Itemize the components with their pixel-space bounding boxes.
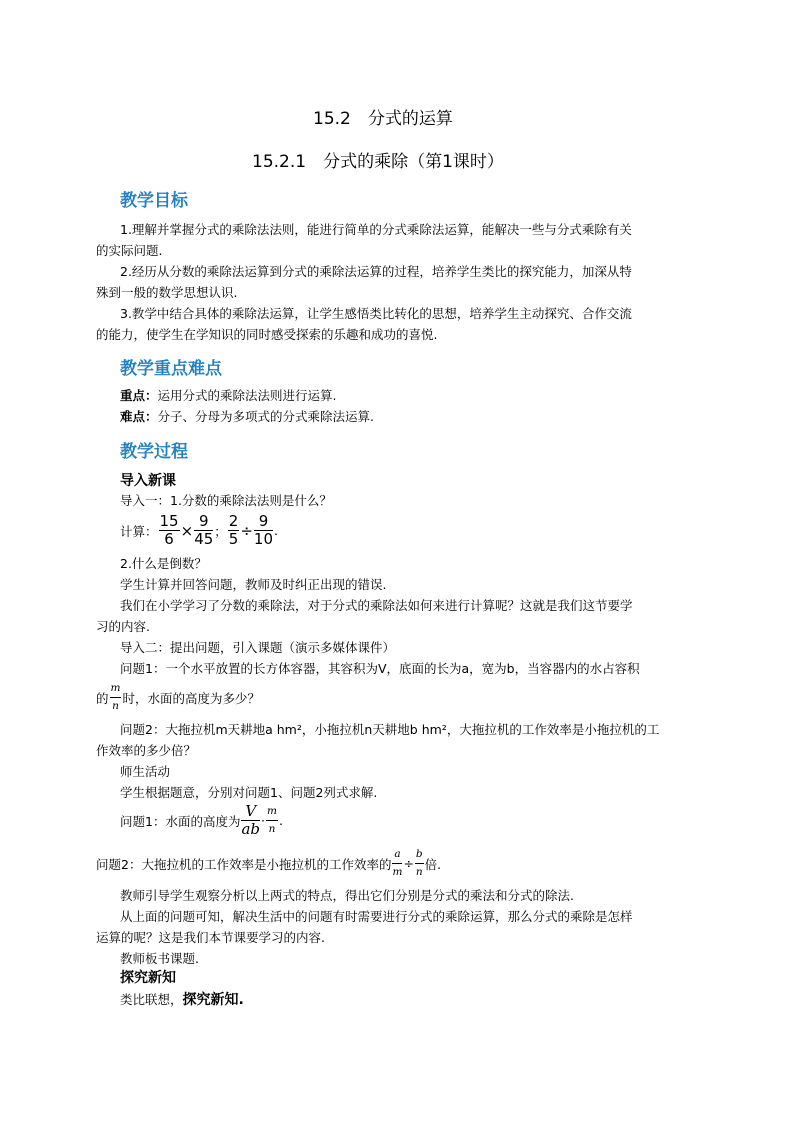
process-line: 学生计算并回答问题，教师及时纠正出现的错误. (120, 577, 387, 592)
process-line: 从上面的问题可知，解决生活中的问题有时需要进行分式的乘除运算，那么分式的乘除是怎样 (120, 909, 633, 924)
goal-line-1: 1.理解并掌握分式的乘除法法则，能进行简单的分式乘除法运算，能解决一些与分式乘除有关 (120, 222, 632, 237)
process-line: 教师引导学生观察分析以上两式的特点，得出它们分别是分式的乘法和分式的除法. (120, 888, 574, 903)
fraction: $\frac{9}{45}$ (194, 512, 214, 548)
focus-line (120, 385, 337, 406)
explore-label: 探究新知 (120, 970, 176, 986)
focus-label: 重点： (120, 388, 158, 403)
difficulty-line (120, 406, 374, 427)
fraction: $\frac{V}{ab}$ (241, 802, 261, 838)
fraction: $\frac{b}{n}$ (415, 848, 423, 878)
answer2-line: 问题2：大拖拉机的工作效率是小拖拉机的工作效率的 $\frac{a}{m}$ ÷ $\frac{b}{n}$ 倍. (96, 846, 441, 881)
fraction: $\frac{m}{n}$ (110, 682, 121, 712)
divide-sign: ÷ (403, 856, 414, 871)
activity-text: 学生根据题意，分别对问题1、问题2列式求解. (120, 785, 378, 800)
heading-goals: 教学目标 (120, 191, 188, 211)
intro1-line: 导入一：1.分数的乘除法法则是什么？ (120, 493, 332, 508)
problem1-line-2: 的 $\frac{m}{n}$ 时，水面的高度为多少？ (96, 680, 260, 715)
focus-text: 运用分式的乘除法法则进行运算. (157, 388, 337, 403)
process-line: 我们在小学学习了分数的乘除法，对于分式的乘除法如何来进行计算呢？这就是我们这节要学 (120, 598, 633, 613)
goal-line-6: 的能力，使学生在学知识的同时感受探索的乐趣和成功的喜悦. (96, 327, 438, 342)
difficulty-label: 难点： (120, 409, 158, 424)
fraction: $\frac{a}{m}$ (392, 848, 403, 878)
calc-label: 计算： (120, 523, 158, 539)
intro-label: 导入新课 (120, 473, 176, 489)
problem2-line-2: 作效率的多少倍？ (96, 743, 197, 758)
times-sign: × (180, 521, 194, 540)
problem2-line: 问题2：大拖拉机m天耕地a hm²，小拖拉机n天耕地b hm²，大拖拉机的工作效率是小拖拉机的工 (120, 722, 660, 737)
goal-line-2: 的实际问题. (96, 243, 163, 258)
difficulty-text: 分子、分母为多项式的分式乘除法运算. (157, 409, 374, 424)
heading-process: 教学过程 (120, 442, 188, 462)
dot-sign: · (261, 813, 265, 828)
intro2-line: 导入二：提出问题，引入课题（演示多媒体课件） (120, 640, 396, 655)
fraction: $\frac{2}{5}$ (228, 512, 239, 548)
separator: ； (214, 523, 227, 539)
calc-line: 计算： $\frac{15}{6}$ × $\frac{9}{45}$ ； $\frac{2}{5}$ ÷ $\frac{9}{10}$ . (120, 512, 278, 548)
fraction: $\frac{m}{n}$ (267, 805, 277, 835)
divide-sign: ÷ (240, 521, 253, 540)
process-line: 运算的呢？这是我们本节课要学习的内容. (96, 930, 325, 945)
fraction: $\frac{15}{6}$ (159, 512, 179, 548)
activity-label: 师生活动 (120, 764, 171, 779)
heading-key-points: 教学重点难点 (120, 359, 222, 379)
fraction: $\frac{9}{10}$ (253, 512, 274, 548)
problem1-line: 问题1：一个水平放置的长方体容器，其容积为V，底面的长为a，宽为b，当容器内的水占容积 (120, 661, 640, 676)
process-line: 习的内容. (96, 619, 150, 634)
answer1-line: 问题1：水面的高度为 $\frac{V}{ab}$ · $\frac{m}{n}$ . (120, 802, 283, 838)
goal-line-4: 殊到一般的数学思想认识. (96, 285, 238, 300)
q2-line: 2.什么是倒数？ (120, 556, 207, 571)
goal-line-5: 3.教学中结合具体的乘除法运算，让学生感悟类比转化的思想，培养学生主动探究、合作交流 (120, 306, 632, 321)
goal-line-3: 2.经历从分数的乘除法运算到分式的乘除法运算的过程，培养学生类比的探究能力，加深从特 (120, 264, 632, 279)
document-page: 15.2 分式的运算 15.2.1 分式的乘除（第1课时） 教学目标 1.理解并掌握分式的乘除法法则，能进行简单的分式乘除法运算，能解决一些与分式乘除有关 的实际问题. 2.经历从分数的乘除法运算到分式的乘除法运算的过程，培养学生类比的探究能力，加深从特 殊到一般的数学思想认识. 3.教学中结合具体的乘除法运算，让学生感悟类比转化的思想，培养学生主动探究、合作交流 的能力，使学生在学知识的同时感受探索的乐趣和成功的喜悦. 教学重点难点 重点：运用分式的乘除法法则进行运算. 难点：分子、分母为多项式的分式乘除法运算. 教学过程 导入新课 导入一：1.分数的乘除法法则是什么？ 计算： $\frac{15}{6}$ × $\frac{9}{45}$ ； $\frac{2}{5}$ ÷ $\frac{9}{10}$ . 2.什么是倒数？ 学生计算并回答问题，教师及时纠正出现的错误. 我们在小学学习了分数的乘除法，对于分式的乘除法如何来进行计算呢？这就是我们这节要学 习的内容. 导入二：提出问题，引入课题（演示多媒体课件） 问题1：一个水平放置的长方体容器，其容积为V，底面的长为a，宽为b，当容器内的水占容积 的 $\frac{m}{n}$ 时，水面的高度为多少？ 问题2：大拖拉机m天耕地a hm²，小拖拉机n天耕地b hm²，大拖拉机的工作效率是小拖拉机的工 作效率的多少倍？ 师生活动 学生根据题意，分别对问题1、问题2列式求解. 问题1：水面的高度为 $\frac{V}{ab}$ · $\frac{m}{n}$ . 问题2：大拖拉机的工作效率是小拖拉机的工作效率的 $\frac{a}{m}$ ÷ $\frac{b}{n}$ 倍. 教师引导学生观察分析以上两式的特点，得出它们分别是分式的乘法和分式的除法. 从上面的问题可知，解决生活中的问题有时需要进行分式的乘除运算，那么分式的乘除是怎样 运算的呢？这是我们本节课要学习的内容. 教师板书课题. 探究新知 类比联想，探究新知. (0, 0, 794, 1123)
process-line: 教师板书课题. (120, 951, 199, 966)
explore-line: 类比联想，探究新知. (120, 992, 244, 1008)
